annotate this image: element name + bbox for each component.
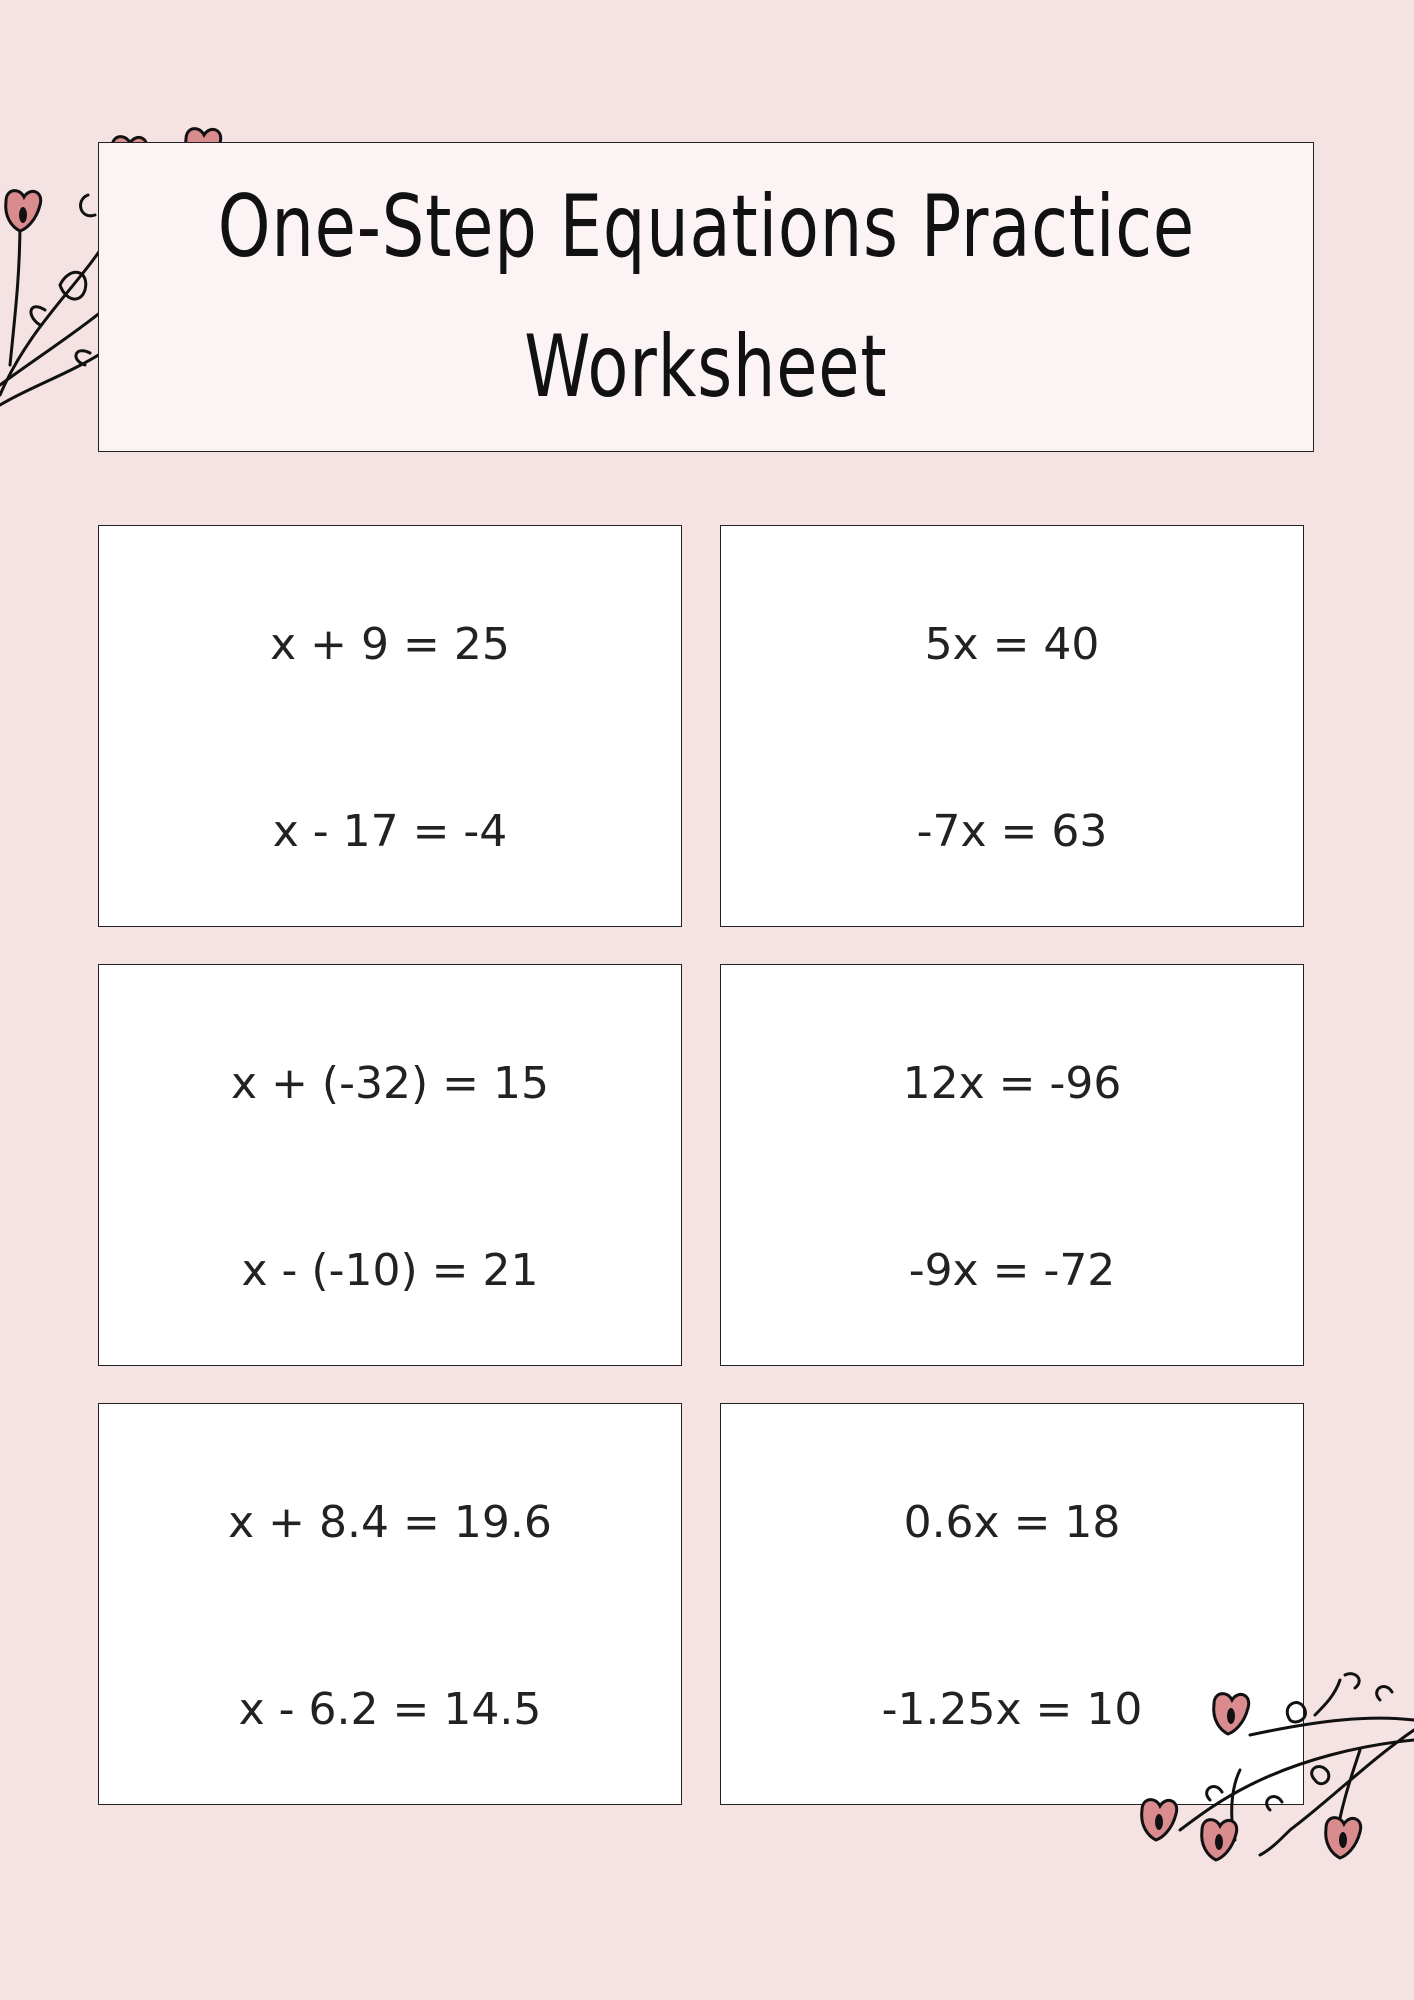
- page-title-line-1: One-Step Equations Practice: [217, 177, 1195, 277]
- equation: -9x = -72: [908, 1245, 1116, 1296]
- equation: x + 8.4 = 19.6: [228, 1497, 552, 1548]
- equation: x + 9 = 25: [270, 619, 510, 670]
- equation-card: [98, 964, 682, 1366]
- equation-card: [720, 964, 1304, 1366]
- equation-card: [720, 525, 1304, 927]
- equation: x - 6.2 = 14.5: [238, 1684, 542, 1735]
- floral-branch-icon: [1130, 1660, 1414, 1890]
- equation-card: [98, 525, 682, 927]
- equation-card: [98, 1403, 682, 1805]
- equation: -7x = 63: [916, 806, 1108, 857]
- equation: -1.25x = 10: [881, 1684, 1143, 1735]
- equation: 0.6x = 18: [903, 1497, 1121, 1548]
- title-box: [98, 142, 1314, 452]
- equation: x - (-10) = 21: [241, 1245, 539, 1296]
- equation: 12x = -96: [902, 1058, 1122, 1109]
- equation: x - 17 = -4: [272, 806, 508, 857]
- equation: x + (-32) = 15: [231, 1058, 549, 1109]
- page-title-line-2: Worksheet: [524, 317, 888, 417]
- equation: 5x = 40: [924, 619, 1100, 670]
